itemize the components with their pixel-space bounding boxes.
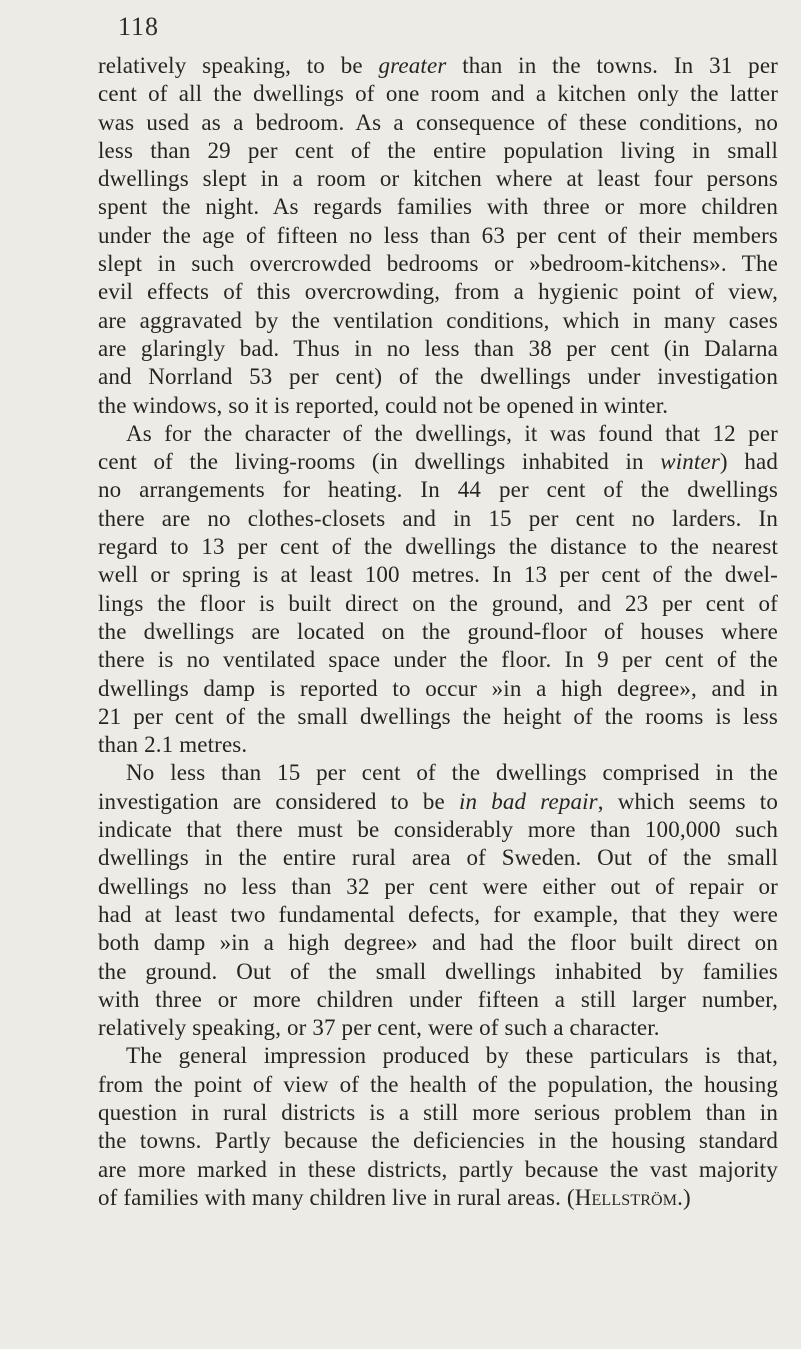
text-line: 21 per cent of the small dwellings the height of the rooms is less <box>98 703 778 729</box>
text-line: relatively speaking, or 37 per cent, were of such a character. <box>98 1015 660 1041</box>
paragraph <box>98 759 778 1042</box>
text-line: dwellings slept in a room or kitchen where at least four persons <box>98 166 778 192</box>
text-line: are more marked in these districts, partly because the vast majority <box>98 1156 778 1182</box>
text-line: are glaringly bad. Thus in no less than 38 per cent (in Dalarna <box>98 335 778 361</box>
text-line: are aggravated by the ventilation conditions, which in many cases <box>98 307 778 333</box>
text-line: with three or more children under fifteen a still larger number, <box>98 986 778 1012</box>
body-text <box>98 52 778 1212</box>
text-line: the towns. Partly because the deficiencies in the housing standard <box>98 1128 778 1154</box>
text-line: lings the floor is built direct on the ground, and 23 per cent of <box>98 590 778 616</box>
text-line: of families with many children live in rural areas. (Hellström.) <box>98 1184 691 1210</box>
text-line: the windows, so it is reported, could not be opened in winter. <box>98 392 669 418</box>
text-line: than 2.1 metres. <box>98 732 248 758</box>
paragraph <box>98 52 778 420</box>
text-line: dwellings damp is reported to occur »in a high degree», and in <box>98 675 778 701</box>
text-line: less than 29 per cent of the entire population living in small <box>98 137 778 163</box>
page-number: 118 <box>118 12 160 41</box>
text-line: indicate that there must be considerably more than 100,000 such <box>98 817 778 843</box>
text-line: dwellings no less than 32 per cent were either out of repair or <box>98 873 778 899</box>
text-line: both damp »in a high degree» and had the floor built direct on <box>98 930 778 956</box>
paragraph <box>98 420 778 760</box>
text-line: The general impression produced by these particulars is that, <box>126 1043 778 1069</box>
text-line: from the point of view of the health of the population, the housing <box>98 1071 778 1097</box>
text-line: slept in such overcrowded bedrooms or »bedroom-kitchens». The <box>98 251 778 277</box>
text-line: was used as a bedroom. As a consequence of these conditions, no <box>98 109 778 135</box>
text-line: cent of all the dwellings of one room and a kitchen only the latter <box>98 81 778 107</box>
text-line: had at least two fundamental defects, for example, that they were <box>98 901 778 927</box>
text-line: and Norrland 53 per cent) of the dwellings under investigation <box>98 364 778 390</box>
text-line: no arrangements for heating. In 44 per cent of the dwellings <box>98 477 778 503</box>
text-line: No less than 15 per cent of the dwellings comprised in the <box>126 760 778 786</box>
text-line: As for the character of the dwellings, it was found that 12 per <box>126 420 778 446</box>
text-line: the ground. Out of the small dwellings inhabited by families <box>98 958 778 984</box>
paragraph <box>98 1042 778 1212</box>
text-line: well or spring is at least 100 metres. In 13 per cent of the dwel- <box>98 562 778 588</box>
text-line: evil effects of this overcrowding, from a hygienic point of view, <box>98 279 778 305</box>
text-line: relatively speaking, to be greater than in the towns. In 31 per <box>98 53 778 78</box>
text-line: question in rural districts is a still more serious problem than in <box>98 1099 778 1125</box>
text-line: cent of the living-rooms (in dwellings inhabited in winter) had <box>98 449 778 475</box>
text-line: the dwellings are located on the ground-floor of houses where <box>98 618 778 644</box>
text-line: investigation are considered to be in bad repair, which seems to <box>98 788 778 814</box>
text-line: spent the night. As regards families with three or more children <box>98 194 778 220</box>
text-line: dwellings in the entire rural area of Sweden. Out of the small <box>98 845 778 871</box>
text-line: there is no ventilated space under the floor. In 9 per cent of the <box>98 647 778 673</box>
text-line: regard to 13 per cent of the dwellings the distance to the nearest <box>98 534 778 560</box>
text-line: there are no clothes-closets and in 15 per cent no larders. In <box>98 505 778 531</box>
text-line: under the age of fifteen no less than 63 per cent of their members <box>98 222 778 248</box>
